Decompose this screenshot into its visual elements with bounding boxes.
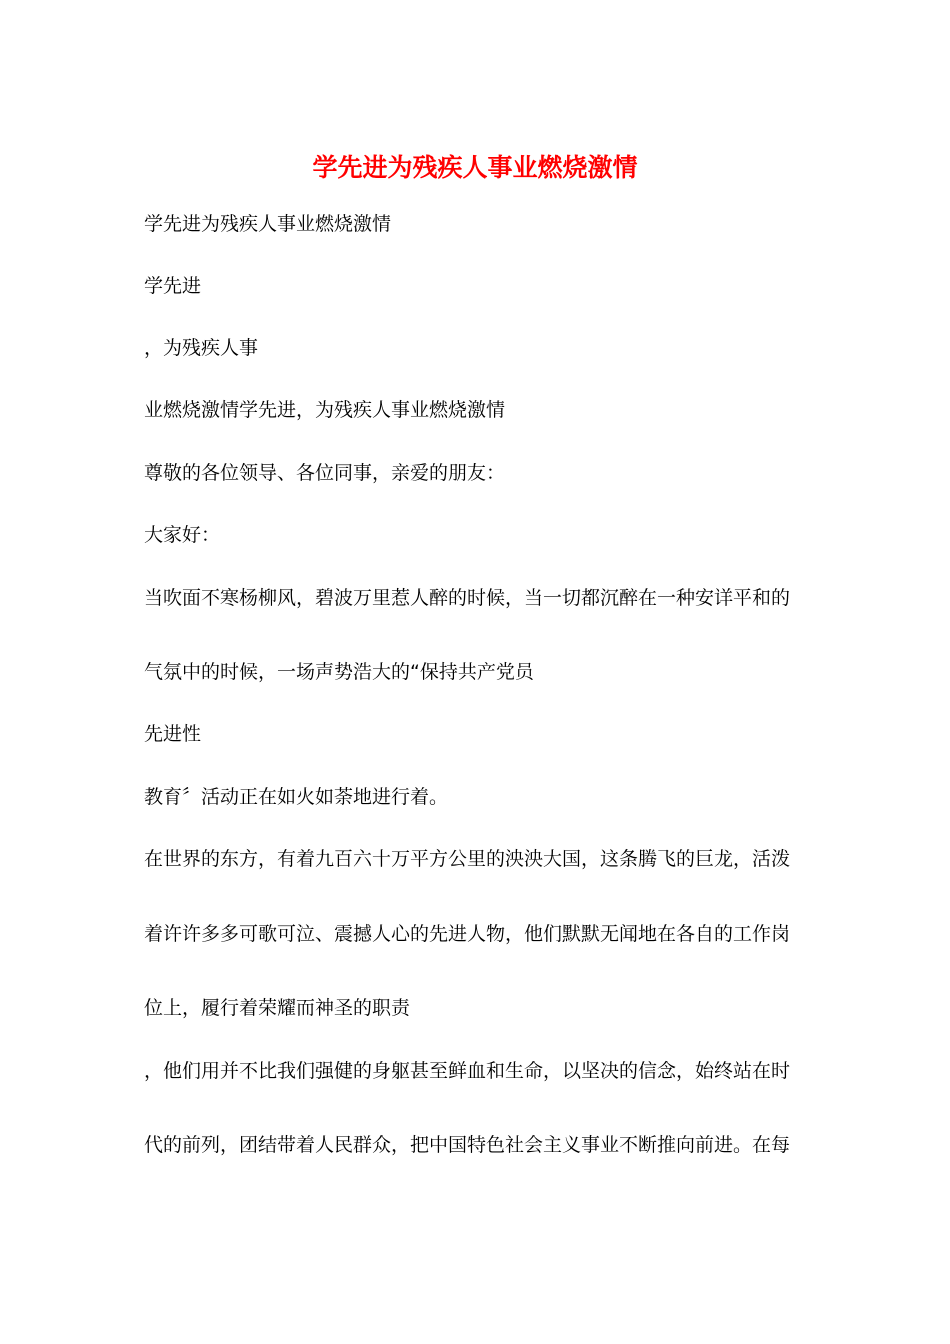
paragraph-line-2: 学先进 [144, 275, 202, 297]
paragraph-line-8: 气氛中的时候，一场声势浩大的“保持共产党员 [144, 661, 534, 683]
paragraph-line-15: 代的前列，团结带着人民群众，把中国特色社会主义事业不断推向前进。在每 [144, 1134, 791, 1156]
paragraph-line-7: 当吹面不寒杨柳风，碧波万里惹人醉的时候，当一切都沉醉在一种安详平和的 [144, 587, 791, 609]
paragraph-line-12: 着许许多多可歌可泣、震撼人心的先进人物，他们默默无闻地在各自的工作岗 [144, 923, 791, 945]
paragraph-line-3: ，为残疾人事 [144, 337, 259, 359]
paragraph-line-13: 位上，履行着荣耀而神圣的职责 [144, 997, 411, 1019]
paragraph-line-5: 尊敬的各位领导、各位同事，亲爱的朋友： [144, 462, 506, 484]
paragraph-line-9: 先进性 [144, 723, 202, 745]
document-title: 学先进为残疾人事业燃烧激情 [312, 153, 638, 182]
paragraph-line-4: 业燃烧激情学先进，为残疾人事业燃烧激情 [144, 399, 506, 421]
paragraph-line-6: 大家好： [144, 524, 221, 546]
paragraph-line-14: ，他们用并不比我们强健的身躯甚至鲜血和生命，以坚决的信念，始终站在时 [144, 1060, 791, 1082]
paragraph-line-1: 学先进为残疾人事业燃烧激情 [144, 213, 392, 235]
paragraph-line-10: 教育〞活动正在如火如荼地进行着。 [144, 786, 449, 808]
paragraph-line-11: 在世界的东方，有着九百六十万平方公里的泱泱大国，这条腾飞的巨龙，活泼 [144, 848, 791, 870]
